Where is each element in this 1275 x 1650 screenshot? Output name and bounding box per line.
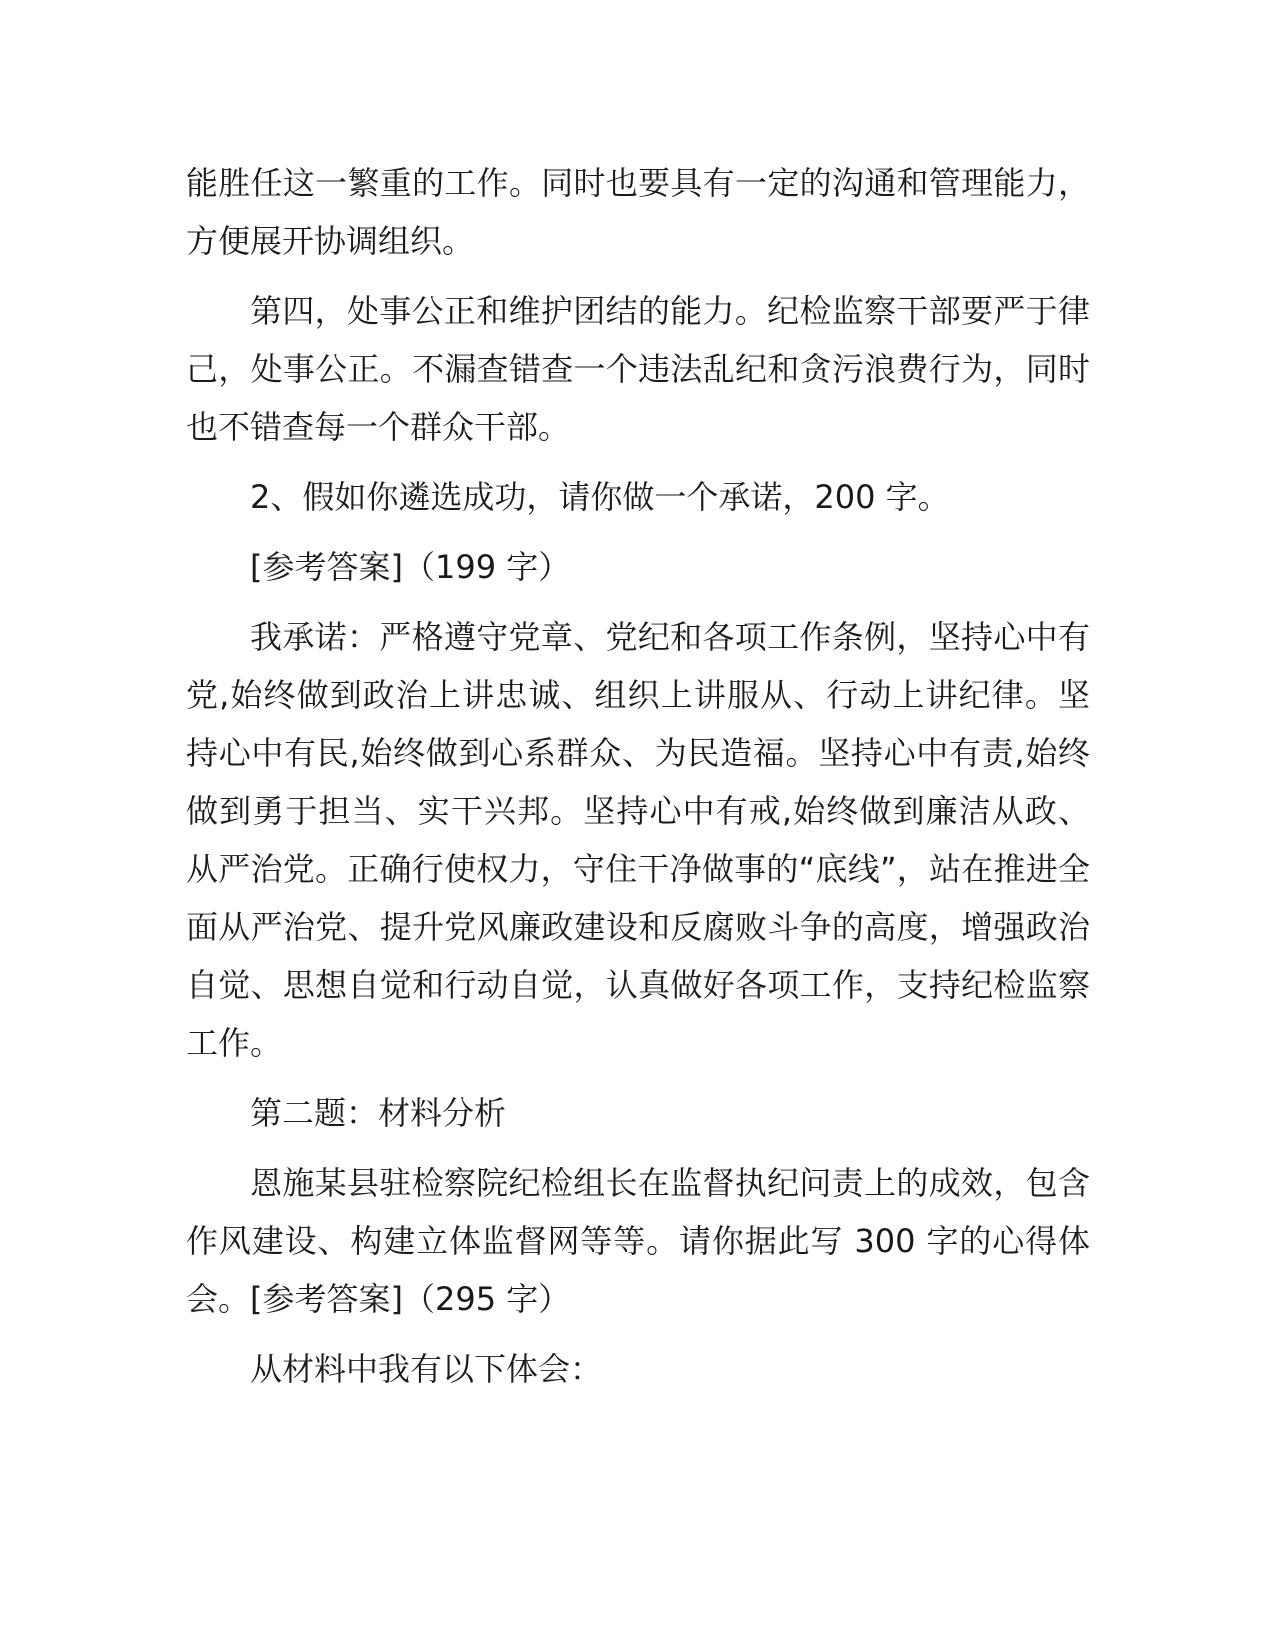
paragraph-continuation: 能胜任这一繁重的工作。同时也要具有一定的沟通和管理能力，方便展开协调组织。 — [186, 164, 1090, 260]
material-question-paragraph: 恩施某县驻检察院纪检组长在监督执纪问责上的成效，包含作风建设、构建立体监督网等等。请你据此写 300 字的心得体会。[参考答案]（295 字） — [186, 1164, 1090, 1318]
reflection-intro: 从材料中我有以下体会： — [250, 1350, 603, 1388]
document-body — [186, 154, 1090, 1410]
section-heading-material-analysis: 第二题：材料分析 — [250, 1094, 507, 1132]
pledge-paragraph: 我承诺：严格遵守党章、党纪和各项工作条例，坚持心中有党,始终做到政治上讲忠诚、组织上讲服从、行动上讲纪律。坚持心中有民,始终做到心系群众、为民造福。坚持心中有责,始终做到勇于担当、实干兴邦。坚持心中有戒,始终做到廉洁从政、从严治党。正确行使权力，守住干净做事的“底线”，站在推进全面从严治党、提升党风廉政建设和反腐败斗争的高度，增强政治自觉、思想自觉和行动自觉，认真做好各项工作，支持纪检监察工作。 — [186, 618, 1090, 1062]
question-two: 2、假如你遴选成功，请你做一个承诺，200 字。 — [250, 478, 950, 516]
paragraph-point-four: 第四，处事公正和维护团结的能力。纪检监察干部要严于律己，处事公正。不漏查错查一个违法乱纪和贪污浪费行为，同时也不错查每一个群众干部。 — [186, 292, 1090, 446]
reference-answer-heading: [参考答案]（199 字） — [250, 548, 571, 586]
